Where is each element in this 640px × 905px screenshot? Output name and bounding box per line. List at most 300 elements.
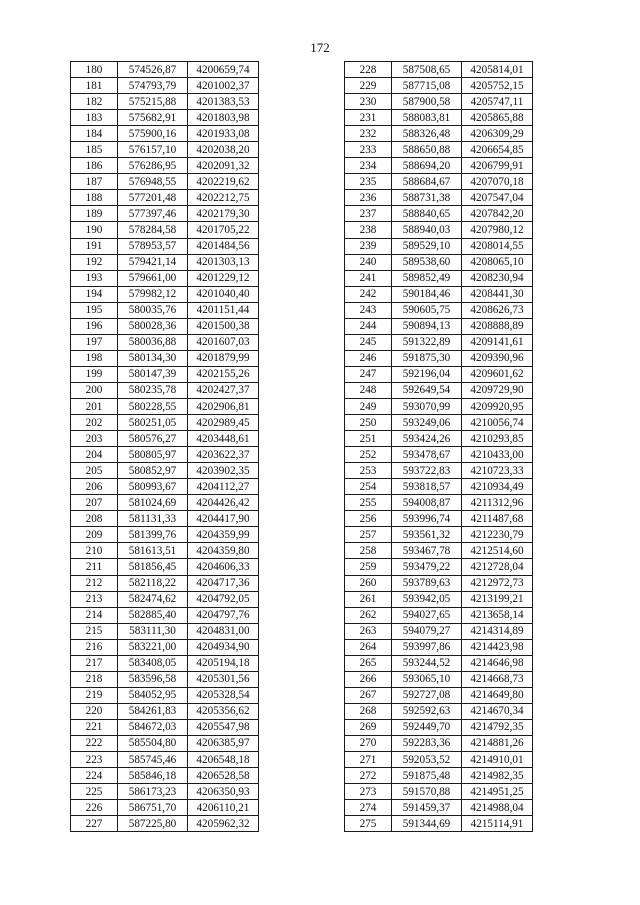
y-coordinate-cell: 4204934,90 <box>188 639 259 655</box>
point-number-cell: 244 <box>345 318 392 334</box>
y-coordinate-cell: 4209390,96 <box>462 350 533 366</box>
y-coordinate-cell: 4205328,54 <box>188 687 259 703</box>
table-row <box>345 318 533 334</box>
x-coordinate-cell: 588083,81 <box>392 110 462 126</box>
y-coordinate-cell: 4203902,35 <box>188 463 259 479</box>
point-number-cell: 224 <box>71 768 118 784</box>
table-row <box>345 415 533 431</box>
x-coordinate-cell: 592649,54 <box>392 382 462 398</box>
x-coordinate-cell: 576948,55 <box>118 174 188 190</box>
y-coordinate-cell: 4204606,33 <box>188 559 259 575</box>
point-number-cell: 232 <box>345 126 392 142</box>
table-row <box>345 511 533 527</box>
point-number-cell: 252 <box>345 447 392 463</box>
point-number-cell: 190 <box>71 222 118 238</box>
x-coordinate-cell: 579982,12 <box>118 286 188 302</box>
point-number-cell: 209 <box>71 527 118 543</box>
x-coordinate-cell: 581024,69 <box>118 495 188 511</box>
y-coordinate-cell: 4210934,49 <box>462 479 533 495</box>
y-coordinate-cell: 4214670,34 <box>462 703 533 719</box>
x-coordinate-cell: 593996,74 <box>392 511 462 527</box>
x-coordinate-cell: 578284,58 <box>118 222 188 238</box>
point-number-cell: 221 <box>71 719 118 735</box>
y-coordinate-cell: 4211312,96 <box>462 495 533 511</box>
point-number-cell: 188 <box>71 190 118 206</box>
x-coordinate-cell: 578953,57 <box>118 238 188 254</box>
y-coordinate-cell: 4214988,04 <box>462 800 533 816</box>
table-row <box>345 238 533 254</box>
x-coordinate-cell: 582885,40 <box>118 607 188 623</box>
point-number-cell: 242 <box>345 286 392 302</box>
y-coordinate-cell: 4204831,00 <box>188 623 259 639</box>
table-row <box>71 687 259 703</box>
point-number-cell: 192 <box>71 254 118 270</box>
table-row <box>71 254 259 270</box>
y-coordinate-cell: 4200659,74 <box>188 62 259 78</box>
table-row <box>345 607 533 623</box>
x-coordinate-cell: 589538,60 <box>392 254 462 270</box>
y-coordinate-cell: 4208626,73 <box>462 302 533 318</box>
table-row <box>71 174 259 190</box>
x-coordinate-cell: 592592,63 <box>392 703 462 719</box>
y-coordinate-cell: 4214423,98 <box>462 639 533 655</box>
table-row <box>71 78 259 94</box>
x-coordinate-cell: 583111,30 <box>118 623 188 639</box>
point-number-cell: 261 <box>345 591 392 607</box>
x-coordinate-cell: 584672,03 <box>118 719 188 735</box>
point-number-cell: 267 <box>345 687 392 703</box>
y-coordinate-cell: 4203622,37 <box>188 447 259 463</box>
x-coordinate-cell: 593244,52 <box>392 655 462 671</box>
x-coordinate-cell: 593065,10 <box>392 671 462 687</box>
point-number-cell: 272 <box>345 768 392 784</box>
x-coordinate-cell: 580147,39 <box>118 366 188 382</box>
point-number-cell: 259 <box>345 559 392 575</box>
y-coordinate-cell: 4201607,03 <box>188 334 259 350</box>
point-number-cell: 205 <box>71 463 118 479</box>
y-coordinate-cell: 4201879,99 <box>188 350 259 366</box>
table-row <box>71 350 259 366</box>
y-coordinate-cell: 4201383,53 <box>188 94 259 110</box>
x-coordinate-cell: 576157,10 <box>118 142 188 158</box>
y-coordinate-cell: 4211487,68 <box>462 511 533 527</box>
y-coordinate-cell: 4207980,12 <box>462 222 533 238</box>
x-coordinate-cell: 586173,23 <box>118 784 188 800</box>
x-coordinate-cell: 588840,65 <box>392 206 462 222</box>
point-number-cell: 208 <box>71 511 118 527</box>
x-coordinate-cell: 580035,76 <box>118 302 188 318</box>
x-coordinate-cell: 587900,58 <box>392 94 462 110</box>
y-coordinate-cell: 4212514,60 <box>462 543 533 559</box>
point-number-cell: 219 <box>71 687 118 703</box>
y-coordinate-cell: 4202155,26 <box>188 366 259 382</box>
point-number-cell: 202 <box>71 415 118 431</box>
point-number-cell: 213 <box>71 591 118 607</box>
point-number-cell: 243 <box>345 302 392 318</box>
x-coordinate-cell: 585504,80 <box>118 735 188 751</box>
x-coordinate-cell: 580235,78 <box>118 382 188 398</box>
table-row <box>345 463 533 479</box>
x-coordinate-cell: 585846,18 <box>118 768 188 784</box>
point-number-cell: 218 <box>71 671 118 687</box>
table-row <box>71 206 259 222</box>
table-row <box>71 270 259 286</box>
point-number-cell: 186 <box>71 158 118 174</box>
table-row <box>345 703 533 719</box>
point-number-cell: 203 <box>71 431 118 447</box>
x-coordinate-cell: 580805,97 <box>118 447 188 463</box>
point-number-cell: 230 <box>345 94 392 110</box>
y-coordinate-cell: 4204359,80 <box>188 543 259 559</box>
x-coordinate-cell: 584261,83 <box>118 703 188 719</box>
page-number: 172 <box>310 40 330 55</box>
table-row <box>345 350 533 366</box>
table-row <box>71 142 259 158</box>
table-row <box>71 719 259 735</box>
point-number-cell: 196 <box>71 318 118 334</box>
point-number-cell: 240 <box>345 254 392 270</box>
point-number-cell: 245 <box>345 334 392 350</box>
x-coordinate-cell: 581399,76 <box>118 527 188 543</box>
y-coordinate-cell: 4201933,08 <box>188 126 259 142</box>
table-row <box>71 671 259 687</box>
point-number-cell: 271 <box>345 752 392 768</box>
point-number-cell: 180 <box>71 62 118 78</box>
point-number-cell: 241 <box>345 270 392 286</box>
point-number-cell: 268 <box>345 703 392 719</box>
y-coordinate-cell: 4213658,14 <box>462 607 533 623</box>
point-number-cell: 214 <box>71 607 118 623</box>
table-row <box>71 94 259 110</box>
table-row <box>345 110 533 126</box>
table-row <box>345 719 533 735</box>
x-coordinate-cell: 580036,88 <box>118 334 188 350</box>
point-number-cell: 185 <box>71 142 118 158</box>
table-row <box>345 816 533 832</box>
point-number-cell: 182 <box>71 94 118 110</box>
point-number-cell: 258 <box>345 543 392 559</box>
table-row <box>345 158 533 174</box>
table-row <box>345 800 533 816</box>
y-coordinate-cell: 4201151,44 <box>188 302 259 318</box>
table-row <box>71 511 259 527</box>
table-row <box>345 142 533 158</box>
y-coordinate-cell: 4205752,15 <box>462 78 533 94</box>
point-number-cell: 274 <box>345 800 392 816</box>
table-row <box>345 302 533 318</box>
table-row <box>345 62 533 78</box>
x-coordinate-cell: 589529,10 <box>392 238 462 254</box>
table-row <box>71 559 259 575</box>
table-row <box>71 431 259 447</box>
table-row <box>71 126 259 142</box>
y-coordinate-cell: 4209920,95 <box>462 398 533 414</box>
point-number-cell: 233 <box>345 142 392 158</box>
x-coordinate-cell: 588940,03 <box>392 222 462 238</box>
x-coordinate-cell: 594027,65 <box>392 607 462 623</box>
table-row <box>345 286 533 302</box>
y-coordinate-cell: 4214314,89 <box>462 623 533 639</box>
point-number-cell: 201 <box>71 398 118 414</box>
y-coordinate-cell: 4207842,20 <box>462 206 533 222</box>
x-coordinate-cell: 588694,20 <box>392 158 462 174</box>
point-number-cell: 269 <box>345 719 392 735</box>
y-coordinate-cell: 4210056,74 <box>462 415 533 431</box>
table-row <box>71 110 259 126</box>
point-number-cell: 235 <box>345 174 392 190</box>
y-coordinate-cell: 4208014,55 <box>462 238 533 254</box>
point-number-cell: 234 <box>345 158 392 174</box>
point-number-cell: 189 <box>71 206 118 222</box>
y-coordinate-cell: 4201303,13 <box>188 254 259 270</box>
point-number-cell: 266 <box>345 671 392 687</box>
table-row <box>71 62 259 78</box>
table-row <box>71 752 259 768</box>
y-coordinate-cell: 4201484,56 <box>188 238 259 254</box>
point-number-cell: 265 <box>345 655 392 671</box>
y-coordinate-cell: 4209729,90 <box>462 382 533 398</box>
table-row <box>71 158 259 174</box>
table-row <box>71 382 259 398</box>
table-row <box>71 479 259 495</box>
x-coordinate-cell: 574793,79 <box>118 78 188 94</box>
table-row <box>71 238 259 254</box>
point-number-cell: 210 <box>71 543 118 559</box>
table-row <box>345 382 533 398</box>
table-row <box>71 800 259 816</box>
x-coordinate-cell: 580852,97 <box>118 463 188 479</box>
x-coordinate-cell: 583596,58 <box>118 671 188 687</box>
point-number-cell: 236 <box>345 190 392 206</box>
table-row <box>345 479 533 495</box>
table-row <box>345 254 533 270</box>
table-row <box>71 398 259 414</box>
x-coordinate-cell: 588731,38 <box>392 190 462 206</box>
y-coordinate-cell: 4202179,30 <box>188 206 259 222</box>
point-number-cell: 254 <box>345 479 392 495</box>
table-row <box>345 559 533 575</box>
table-row <box>71 318 259 334</box>
table-row <box>71 334 259 350</box>
y-coordinate-cell: 4206654,85 <box>462 142 533 158</box>
y-coordinate-cell: 4205814,01 <box>462 62 533 78</box>
table-row <box>71 222 259 238</box>
point-number-cell: 260 <box>345 575 392 591</box>
x-coordinate-cell: 587715,08 <box>392 78 462 94</box>
x-coordinate-cell: 586751,70 <box>118 800 188 816</box>
point-number-cell: 247 <box>345 366 392 382</box>
point-number-cell: 257 <box>345 527 392 543</box>
point-number-cell: 187 <box>71 174 118 190</box>
y-coordinate-cell: 4207070,18 <box>462 174 533 190</box>
table-row <box>345 735 533 751</box>
x-coordinate-cell: 580576,27 <box>118 431 188 447</box>
x-coordinate-cell: 591875,30 <box>392 350 462 366</box>
y-coordinate-cell: 4205747,11 <box>462 94 533 110</box>
point-number-cell: 181 <box>71 78 118 94</box>
y-coordinate-cell: 4201040,40 <box>188 286 259 302</box>
x-coordinate-cell: 588684,67 <box>392 174 462 190</box>
y-coordinate-cell: 4205962,32 <box>188 816 259 832</box>
y-coordinate-cell: 4214951,25 <box>462 784 533 800</box>
x-coordinate-cell: 593942,05 <box>392 591 462 607</box>
coordinates-table-right <box>344 61 533 832</box>
y-coordinate-cell: 4204717,36 <box>188 575 259 591</box>
x-coordinate-cell: 582118,22 <box>118 575 188 591</box>
y-coordinate-cell: 4204797,76 <box>188 607 259 623</box>
y-coordinate-cell: 4212230,79 <box>462 527 533 543</box>
x-coordinate-cell: 591875,48 <box>392 768 462 784</box>
y-coordinate-cell: 4206548,18 <box>188 752 259 768</box>
table-row <box>71 543 259 559</box>
point-number-cell: 248 <box>345 382 392 398</box>
x-coordinate-cell: 580028,36 <box>118 318 188 334</box>
x-coordinate-cell: 583221,00 <box>118 639 188 655</box>
table-row <box>345 270 533 286</box>
x-coordinate-cell: 579421,14 <box>118 254 188 270</box>
x-coordinate-cell: 590894,13 <box>392 318 462 334</box>
table-row <box>345 206 533 222</box>
table-row <box>345 671 533 687</box>
point-number-cell: 226 <box>71 800 118 816</box>
y-coordinate-cell: 4205547,98 <box>188 719 259 735</box>
table-row <box>345 366 533 382</box>
x-coordinate-cell: 594079,27 <box>392 623 462 639</box>
point-number-cell: 198 <box>71 350 118 366</box>
point-number-cell: 184 <box>71 126 118 142</box>
point-number-cell: 215 <box>71 623 118 639</box>
x-coordinate-cell: 581613,51 <box>118 543 188 559</box>
table-row <box>345 623 533 639</box>
x-coordinate-cell: 593561,32 <box>392 527 462 543</box>
table-row <box>345 527 533 543</box>
x-coordinate-cell: 580134,30 <box>118 350 188 366</box>
x-coordinate-cell: 577397,46 <box>118 206 188 222</box>
y-coordinate-cell: 4209601,62 <box>462 366 533 382</box>
x-coordinate-cell: 592283,36 <box>392 735 462 751</box>
table-row <box>345 126 533 142</box>
y-coordinate-cell: 4204359,99 <box>188 527 259 543</box>
table-row <box>345 575 533 591</box>
y-coordinate-cell: 4212728,04 <box>462 559 533 575</box>
y-coordinate-cell: 4214646,98 <box>462 655 533 671</box>
point-number-cell: 273 <box>345 784 392 800</box>
y-coordinate-cell: 4202989,45 <box>188 415 259 431</box>
x-coordinate-cell: 581856,45 <box>118 559 188 575</box>
x-coordinate-cell: 591570,88 <box>392 784 462 800</box>
x-coordinate-cell: 589852,49 <box>392 270 462 286</box>
x-coordinate-cell: 591322,89 <box>392 334 462 350</box>
point-number-cell: 227 <box>71 816 118 832</box>
y-coordinate-cell: 4202038,20 <box>188 142 259 158</box>
x-coordinate-cell: 575900,16 <box>118 126 188 142</box>
y-coordinate-cell: 4206110,21 <box>188 800 259 816</box>
point-number-cell: 263 <box>345 623 392 639</box>
y-coordinate-cell: 4205356,62 <box>188 703 259 719</box>
point-number-cell: 251 <box>345 431 392 447</box>
x-coordinate-cell: 593479,22 <box>392 559 462 575</box>
table-row <box>345 190 533 206</box>
x-coordinate-cell: 593478,67 <box>392 447 462 463</box>
table-row <box>71 447 259 463</box>
y-coordinate-cell: 4201705,22 <box>188 222 259 238</box>
x-coordinate-cell: 574526,87 <box>118 62 188 78</box>
y-coordinate-cell: 4214792,35 <box>462 719 533 735</box>
table-row <box>345 639 533 655</box>
table-row <box>71 302 259 318</box>
point-number-cell: 223 <box>71 752 118 768</box>
x-coordinate-cell: 580993,67 <box>118 479 188 495</box>
x-coordinate-cell: 593818,57 <box>392 479 462 495</box>
x-coordinate-cell: 588650,88 <box>392 142 462 158</box>
table-row <box>71 784 259 800</box>
y-coordinate-cell: 4205865,88 <box>462 110 533 126</box>
table-row <box>71 415 259 431</box>
y-coordinate-cell: 4202906,81 <box>188 398 259 414</box>
point-number-cell: 250 <box>345 415 392 431</box>
point-number-cell: 195 <box>71 302 118 318</box>
x-coordinate-cell: 575682,91 <box>118 110 188 126</box>
table-row <box>71 735 259 751</box>
y-coordinate-cell: 4206528,58 <box>188 768 259 784</box>
x-coordinate-cell: 588326,48 <box>392 126 462 142</box>
x-coordinate-cell: 583408,05 <box>118 655 188 671</box>
point-number-cell: 222 <box>71 735 118 751</box>
table-row <box>71 639 259 655</box>
x-coordinate-cell: 580251,05 <box>118 415 188 431</box>
x-coordinate-cell: 590605,75 <box>392 302 462 318</box>
point-number-cell: 216 <box>71 639 118 655</box>
y-coordinate-cell: 4214668,73 <box>462 671 533 687</box>
y-coordinate-cell: 4208441,30 <box>462 286 533 302</box>
table-row <box>345 78 533 94</box>
y-coordinate-cell: 4206799,91 <box>462 158 533 174</box>
y-coordinate-cell: 4206309,29 <box>462 126 533 142</box>
x-coordinate-cell: 593424,26 <box>392 431 462 447</box>
x-coordinate-cell: 593789,63 <box>392 575 462 591</box>
table-row <box>345 591 533 607</box>
point-number-cell: 193 <box>71 270 118 286</box>
table-row <box>71 655 259 671</box>
table-row <box>345 784 533 800</box>
table-row <box>345 398 533 414</box>
y-coordinate-cell: 4214881,26 <box>462 735 533 751</box>
y-coordinate-cell: 4210293,85 <box>462 431 533 447</box>
point-number-cell: 220 <box>71 703 118 719</box>
x-coordinate-cell: 575215,88 <box>118 94 188 110</box>
table-row <box>345 752 533 768</box>
point-number-cell: 212 <box>71 575 118 591</box>
y-coordinate-cell: 4210723,33 <box>462 463 533 479</box>
point-number-cell: 253 <box>345 463 392 479</box>
point-number-cell: 194 <box>71 286 118 302</box>
y-coordinate-cell: 4205301,56 <box>188 671 259 687</box>
y-coordinate-cell: 4214649,80 <box>462 687 533 703</box>
y-coordinate-cell: 4201803,98 <box>188 110 259 126</box>
table-row <box>71 703 259 719</box>
table-row <box>71 463 259 479</box>
y-coordinate-cell: 4202219,62 <box>188 174 259 190</box>
table-row <box>345 495 533 511</box>
point-number-cell: 256 <box>345 511 392 527</box>
table-row <box>71 286 259 302</box>
x-coordinate-cell: 593467,78 <box>392 543 462 559</box>
table-row <box>345 334 533 350</box>
x-coordinate-cell: 592196,04 <box>392 366 462 382</box>
table-row <box>345 174 533 190</box>
y-coordinate-cell: 4203448,61 <box>188 431 259 447</box>
x-coordinate-cell: 592727,08 <box>392 687 462 703</box>
